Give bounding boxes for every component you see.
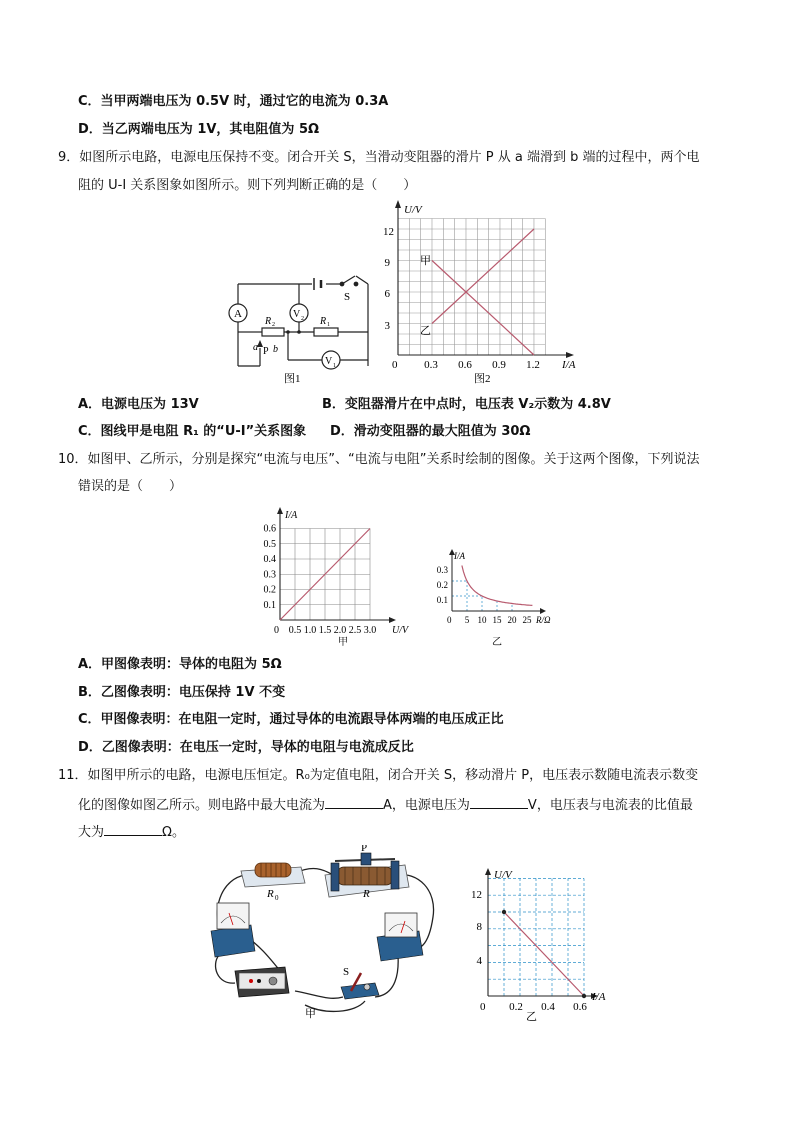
q11-apparatus-figure <box>205 845 450 1023</box>
y-axis-label: I/A <box>454 551 465 561</box>
terminal-a-label: a <box>253 342 258 353</box>
figure-jia-caption: 甲 <box>305 1008 316 1020</box>
q10-graph-jia <box>252 503 422 651</box>
x-tick: 2.0 <box>333 625 347 636</box>
voltage-current-line <box>504 912 584 996</box>
label-jia: 甲 <box>420 255 431 267</box>
y-tick: 8 <box>476 921 482 933</box>
y-tick: 0.6 <box>263 523 276 535</box>
y-axis-label: U/V <box>494 869 512 881</box>
y-tick: 12 <box>471 889 482 901</box>
figure-yi-caption: 乙 <box>526 1011 537 1022</box>
x-tick: 1.0 <box>303 625 317 636</box>
x-tick: 0.9 <box>492 359 506 371</box>
origin-label: 0 <box>392 359 398 371</box>
q10-option-d: D．乙图像表明：在电压一定时，导体的电阻与电流成反比 <box>78 740 414 755</box>
x-tick: 25 <box>522 615 532 625</box>
x-axis-label: I/A <box>592 991 606 1003</box>
figure-1-caption: 图1 <box>284 373 301 385</box>
y-tick: 0.3 <box>436 565 448 575</box>
svg-text:2: 2 <box>301 316 304 322</box>
q11-stem-line3: 大为 Ω。 <box>78 822 185 842</box>
label-yi: 乙 <box>420 325 431 337</box>
q10-option-b: B．乙图像表明：电压保持 1V 不变 <box>78 685 286 700</box>
x-axis-label: I/A <box>562 359 576 371</box>
resistor-r1-label: R <box>320 316 327 327</box>
ammeter-label: A <box>234 308 242 320</box>
q11-stem-line2: 化的图像如图乙所示。则电路中最大电流为 A，电源电压为 V，电压表与电流表的比值最 <box>78 795 693 815</box>
voltmeter-v2-label: V <box>293 309 301 320</box>
line-jia <box>432 261 534 356</box>
q9-option-b: B．变阻器滑片在中点时，电压表 V₂示数为 4.8V <box>322 397 611 412</box>
x-tick: 20 <box>507 615 517 625</box>
x-axis-label: R/Ω <box>536 615 551 625</box>
x-tick: 10 <box>477 615 487 625</box>
x-tick: 5 <box>464 615 470 625</box>
x-tick: 1.5 <box>318 625 332 636</box>
q8-option-d: D．当乙两端电压为 1V，其电阻值为 5Ω <box>78 122 320 137</box>
x-tick: 3.0 <box>363 625 377 636</box>
y-tick: 0.1 <box>263 599 276 611</box>
answer-blank-max-ratio[interactable] <box>104 822 162 836</box>
slider-p-label: P <box>263 346 269 357</box>
voltmeter-v1-label: V <box>325 356 333 367</box>
y-tick: 0.4 <box>263 554 276 565</box>
answer-blank-max-current[interactable] <box>325 795 383 809</box>
rheostat-r-label: R <box>363 888 370 900</box>
data-point <box>582 994 586 998</box>
line-yi <box>432 229 534 324</box>
voltmeter-device <box>211 903 255 957</box>
graph-yi-caption: 乙 <box>492 637 502 648</box>
resistor-r0-label: R <box>267 888 274 900</box>
y-tick: 0.1 <box>436 595 448 605</box>
q9-option-d: D．滑动变阻器的最大阻值为 30Ω <box>330 424 531 439</box>
x-axis-label: U/V <box>392 625 409 636</box>
origin-label: 0 <box>447 615 452 625</box>
svg-text:0: 0 <box>275 894 279 902</box>
x-tick: 0.6 <box>573 1001 587 1013</box>
slider-p-label: P <box>361 845 368 854</box>
y-tick: 0.5 <box>263 538 276 550</box>
y-tick: 12 <box>383 226 394 238</box>
q11-ui-graph <box>460 862 620 1022</box>
switch-s-label: S <box>343 966 350 978</box>
data-point <box>502 910 506 914</box>
y-tick: 4 <box>476 955 482 967</box>
svg-text:2: 2 <box>272 322 275 328</box>
q10-option-c: C．甲图像表明：在电阻一定时，通过导体的电流跟导体两端的电压成正比 <box>78 712 504 727</box>
q10-stem-line1: 10．如图甲、乙所示，分别是探究“电流与电压”、“电流与电阻”关系时绘制的图像。关于这两个图像，下列说法 <box>58 452 700 467</box>
y-axis-label: U/V <box>404 204 422 216</box>
origin-label: 0 <box>274 625 279 636</box>
figure-2-caption: 图2 <box>474 373 491 385</box>
x-tick: 15 <box>492 615 502 625</box>
x-tick: 0.3 <box>424 359 438 371</box>
graph-jia-caption: 甲 <box>338 637 348 648</box>
current-resistance-curve <box>462 566 533 606</box>
q10-option-a: A．甲图像表明：导体的电阻为 5Ω <box>78 657 282 672</box>
x-tick: 1.2 <box>526 359 540 371</box>
ammeter-device <box>377 913 423 961</box>
q10-graph-yi <box>430 545 560 651</box>
svg-text:1: 1 <box>333 363 336 369</box>
fixed-resistor-r0 <box>241 863 305 887</box>
svg-text:1: 1 <box>327 322 330 328</box>
q9-circuit-figure <box>222 270 382 388</box>
y-tick: 0.2 <box>436 580 448 590</box>
terminal-b-label: b <box>273 344 278 355</box>
y-axis-label: I/A <box>285 510 298 521</box>
y-tick: 6 <box>384 288 390 300</box>
answer-blank-source-voltage[interactable] <box>470 795 528 809</box>
x-tick: 0.4 <box>541 1001 555 1013</box>
resistor-r2-label: R <box>265 316 272 327</box>
x-tick: 2.5 <box>348 625 362 636</box>
q9-option-a: A．电源电压为 13V <box>78 397 199 412</box>
q9-ui-graph <box>382 196 582 392</box>
q8-option-c: C．当甲两端电压为 0.5V 时，通过它的电流为 0.3A <box>78 94 389 109</box>
q9-stem-line2: 阻的 U-I 关系图象如图所示。则下列判断正确的是（ ） <box>78 178 417 193</box>
q10-stem-line2: 错误的是（ ） <box>78 479 183 494</box>
y-tick: 3 <box>384 320 390 332</box>
q9-option-c: C．图线甲是电阻 R₁ 的“U-I”关系图象 <box>78 424 307 439</box>
q11-stem-line1: 11．如图甲所示的电路，电源电压恒定。R₀为定值电阻，闭合开关 S，移动滑片 P，电压表示数随电流表示数变 <box>58 768 699 783</box>
x-tick: 0.6 <box>458 359 472 371</box>
q9-stem-line1: 9．如图所示电路，电源电压保持不变。闭合开关 S，当滑动变阻器的滑片 P 从 a 端滑到 b 端的过程中，两个电 <box>58 150 700 165</box>
power-supply <box>235 967 289 997</box>
y-tick: 9 <box>384 257 390 269</box>
origin-label: 0 <box>480 1001 486 1013</box>
switch-label: S <box>344 291 351 303</box>
y-tick: 0.2 <box>263 584 276 596</box>
y-tick: 0.3 <box>263 569 276 581</box>
x-tick: 0.2 <box>509 1001 523 1013</box>
x-tick: 0.5 <box>288 625 302 636</box>
